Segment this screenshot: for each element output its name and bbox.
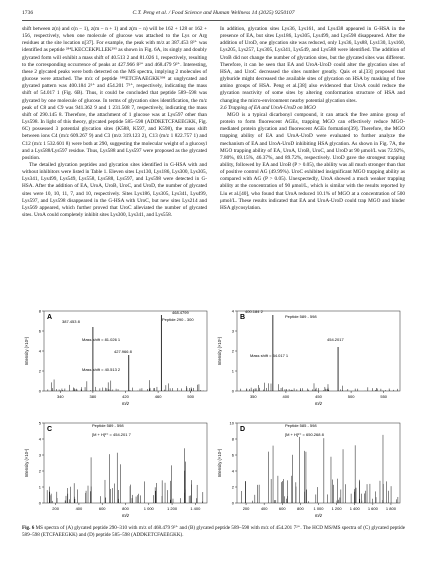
x-tick-label: 1 000 — [143, 506, 154, 511]
left-column — [22, 26, 207, 219]
x-tick-label: 1 200 — [167, 506, 178, 511]
x-tick-label: 800 — [297, 506, 304, 511]
x-tick-label: 200 — [242, 506, 250, 511]
panel-letter: C — [47, 426, 53, 433]
y-tick-label: 2 — [231, 348, 234, 354]
panel-a — [22, 301, 212, 411]
y-axis-label: Intensity (×10⁵) — [217, 336, 222, 366]
x-tick-label: 1 200 — [331, 506, 342, 511]
y-tick-label: 4 — [38, 436, 41, 442]
y-tick-label: 0 — [231, 388, 234, 394]
x-tick-label: 400 — [260, 506, 268, 511]
x-tick-label: 460 — [154, 394, 162, 399]
spectrum-annotation: Peptide 290 - 300 — [162, 317, 194, 322]
peak-label: 400.184 2 — [245, 309, 263, 314]
spectrum-annotation: Mass shift = 81.026 1 — [82, 337, 121, 342]
x-tick-label: 400 — [282, 394, 290, 399]
x-tick-label: 1 400 — [349, 506, 360, 511]
x-tick-label: 340 — [56, 394, 64, 399]
panel-b — [215, 301, 405, 411]
x-tick-label: 500 — [187, 394, 195, 399]
y-tick-label: 5 — [38, 420, 41, 426]
header-rule — [22, 20, 405, 21]
x-tick-label: 800 — [122, 506, 129, 511]
y-tick-label: 2 — [38, 468, 41, 474]
peak-label: 468.4799 — [172, 310, 189, 315]
y-tick-label: 10 — [229, 420, 234, 426]
y-tick-label: 8 — [231, 436, 234, 442]
x-tick-label: 550 — [380, 394, 388, 399]
plot-frame — [237, 311, 400, 391]
caption-label: Fig. 6 — [22, 525, 35, 531]
x-tick-label: 500 — [347, 394, 355, 399]
y-axis-label: Intensity (×10⁴) — [217, 448, 222, 478]
body-paragraph: shift between z(n) and c(n − 1), z(m − n + 1) and z(m − n) will be 162 + 128 or 162 + 156, respectively, when one molecule of glucose was attached to the Lys or Arg residues at the site location n[37]. For example, the peak with m/z at 387.453 8²⁺ was identified as peptide ²⁸⁴LKECCEKPLLEK²⁹⁵ as shown in Fig. 6A, its singly and doubly glycated form will exhibit a mass shift of 40.513 2 and 81.026 1, respectively, resulting to the corresponding occurrence of peaks at 427.966 8²⁺ and 468.479 9²⁺. Interesting, these 2 glycated peaks were both detected on the MS spectra, implying 2 molecules of glucose were attached. The m/z of peptide ⁵⁸⁹ETCFAAEGKK⁵⁹⁸ at unglycated and glycated pattern was 400.184 2²⁺ and 454.201 7²⁺, respectively, indicating the mass shift of 54.017 1 (Fig. 6B). Thus, it could be concluded that peptide 589–598 was glycated by one molecule of glucose. In terms of glycation sites identification, the m/z peak of C8 and C9 was 941.362 9 and 1 231.508 7, respectively, indicating the mass shift of 290.145 8. Therefore, the attachment of 1 glucose was at Lys597 other than Lys598. In light of this theory, glycated peptide 585–598 (ADDKETCFAEEGKK, Fig. 6C) possessed 3 potential glycation sites (K588, K597, and K598), the mass shift between ions C4 (m/z 609.267 9) and C3 (m/z 319.123 2), C13 (m/z 1 822.757 1) and C12 (m/z 1 532.601 8) were both at 290, suggesting the molecular weight of a glucosyl and a Lys588/Lys597 residue. Thus, Lys588 and Lys597 were proposed as the glycated position. — [22, 26, 207, 161]
peak-label: 427.966 8 — [114, 349, 132, 354]
panel-letter: D — [240, 426, 246, 433]
x-tick-label: 600 — [278, 506, 286, 511]
y-tick-label: 4 — [231, 308, 234, 314]
figure-caption — [22, 525, 405, 538]
x-axis-label: m/z — [121, 401, 130, 406]
y-tick-label: 2 — [231, 484, 234, 490]
spectrum-annotation: [M + H]²⁺ = 650.268 8 — [285, 432, 324, 437]
y-tick-label: 0 — [38, 500, 41, 506]
page-number: 1736 — [22, 10, 34, 16]
figure-6 — [22, 301, 405, 523]
panel-c — [22, 413, 212, 523]
x-axis-label: m/z — [314, 513, 323, 518]
x-tick-label: 380 — [89, 394, 97, 399]
panel-d — [215, 413, 405, 523]
spectrum-annotation: Mass shift = 54.017 1 — [250, 353, 289, 358]
spectrum-annotation: Mass shift = 40.513 2 — [82, 367, 121, 372]
x-tick-label: 1 000 — [313, 506, 324, 511]
x-tick-label: 200 — [52, 506, 59, 511]
y-tick-label: 1 — [231, 368, 234, 374]
y-tick-label: 4 — [38, 348, 41, 354]
panel-letter: B — [240, 314, 246, 321]
y-tick-label: 6 — [231, 452, 234, 458]
y-axis-label: Intensity (×10⁴) — [24, 448, 29, 478]
journal-citation: C.T. Peng et al. / Food Science and Human Wellness 14 (2025) 9250107 — [132, 10, 295, 16]
x-tick-label: 350 — [249, 394, 257, 399]
x-tick-label: 600 — [98, 506, 106, 511]
y-tick-label: 3 — [38, 452, 41, 458]
y-tick-label: 4 — [231, 468, 234, 474]
y-tick-label: 2 — [38, 368, 41, 374]
x-tick-label: 400 — [75, 506, 83, 511]
section-heading: 3.6 Trapping of EA and UroA-UroD on MGO — [220, 104, 316, 111]
y-tick-label: 8 — [38, 308, 41, 314]
y-tick-label: 1 — [38, 484, 41, 490]
peak-label: 454.2017 — [327, 337, 344, 342]
spectrum-annotation: Peptide 585 - 598 — [285, 423, 317, 428]
y-tick-label: 0 — [38, 388, 41, 394]
body-paragraph: In addition, glycation sites Lys36, Lys161, and Lys438 appeared in G-HSA in the presence of EA, but sites Lys186, Lys305, Lys499, and Lys598 disappeared. After the addition of UroD, one glycation site was reduced, only Lys36, Lys88, Lys130, Lys160, Lys205, Lys257, Lys305, Lys341, Lys549, and Lys588 were identified. The addition of UroB did not change the number of glycation sites, but the glycated sites was different. Therefore, it can be seen that EA and UroA-UroD could alter the glycation sites of HSA, and UroC decreased the sites number greatly. Qais et al.[33] proposed that glyburide might decreased the available sites of glycation on HSA by masking of free amino groups of HSA. Peng et al.[38] also evidenced that UroA could reduce the glycation reactivity of some sites by altering conformation structure of HSA and changing the micro-environment nearby potential glycation sites. — [220, 26, 405, 104]
x-tick-label: 1 600 — [367, 506, 378, 511]
x-tick-label: 450 — [315, 394, 322, 399]
y-tick-label: 3 — [231, 328, 234, 334]
x-tick-label: 420 — [122, 394, 129, 399]
caption-text: MS spectra of (A) glycated peptide 290–310 with m/z of 468.479 9²⁺ and (B) glycated peptide 589–598 with m/z of 454.201 7²⁺. The HCD MS/MS spectra of (C) glycated peptide 589–598 (ETCFAEEGKK) and (D) peptide 585–598 (ADDKETCFAEEGKK). — [22, 525, 405, 538]
running-header — [22, 10, 405, 20]
x-tick-label: 1 400 — [190, 506, 201, 511]
x-axis-label: m/z — [314, 401, 323, 406]
y-tick-label: 0 — [231, 500, 234, 506]
x-axis-label: m/z — [121, 513, 130, 518]
body-paragraph: The detailed glycation peptides and glycation sites identified in G-HSA with and without inhibitors were listed in Table 1. Eleven sites Lys130, Lys186, Lys300, Lys305, Lys341, Lys499, Lys549, Lys558, Lys588, Lys597, and Lys598 were detected in G-HSA. After the addition of EA, UroA, UroB, UroC, and UroD, the number of glycated sites were 10, 10, 11, 7, and 10, respectively. Sites Lys186, Lys305, Lys341, Lys499, Lys597, and Lys598 disappeared in the G-HSA with UroC, but new sites Lys214 and Lys569 appeared, which further proved that UroC alleviated the number of glycated sites. UroA could completely inhibit sites Lys300, Lys341, and Lys558. — [22, 161, 207, 219]
y-tick-label: 6 — [38, 328, 41, 334]
right-column — [220, 26, 405, 212]
y-axis-label: Intensity (×10⁵) — [24, 336, 29, 366]
spectrum-annotation: [M + H]²⁺ = 454.201 7 — [92, 432, 131, 437]
panel-letter: A — [47, 314, 53, 321]
peak-label: 387.453 8 — [62, 319, 80, 324]
body-paragraph: MGO is a typical dicarbonyl compound, it can attack the free amino group of protein to form fluorescent AGEs, trapping MGO can effectively reduce MGO-mediated protein glycation and fluorescent AGEs formation[39]. Therefore, the MGO trapping ability of EA and UroA-UroD were evaluated to further analyze the mechanism of EA and UroA-UroD inhibiting HSA glycation. As shown in Fig. 7A, the MGO trapping ability of EA, UroA, UroB, UroC, and UroD at 90 μmol/L was 72.92%, 7.80%, 69.15%, 46.37%, and 89.72%, respectively. UroD gave the strongest trapping ability, followed by EA and UroB (P > 0.05), the ability was all much stronger than that of positive control AG (49.99%). UroC exhibited insignificant MGO trapping ability as compared with AG (P > 0.05). Unexpectedly, UroA showed a much weaker trapping ability at the concentration of 90 μmol/L, which is similar with the results reported by Liu et al.[40], who found that UroA reduced 10.1% of MGO at a concentration of 500 μmol/L. These results indicated that EA and UroA-UroD could trap MGO and hinder HSA glycosylation. — [220, 111, 405, 211]
spectrum-annotation: Peptide 589 - 598 — [92, 423, 124, 428]
x-tick-label: 1 800 — [385, 506, 396, 511]
spectrum-annotation: Peptide 589 - 598 — [285, 314, 317, 319]
